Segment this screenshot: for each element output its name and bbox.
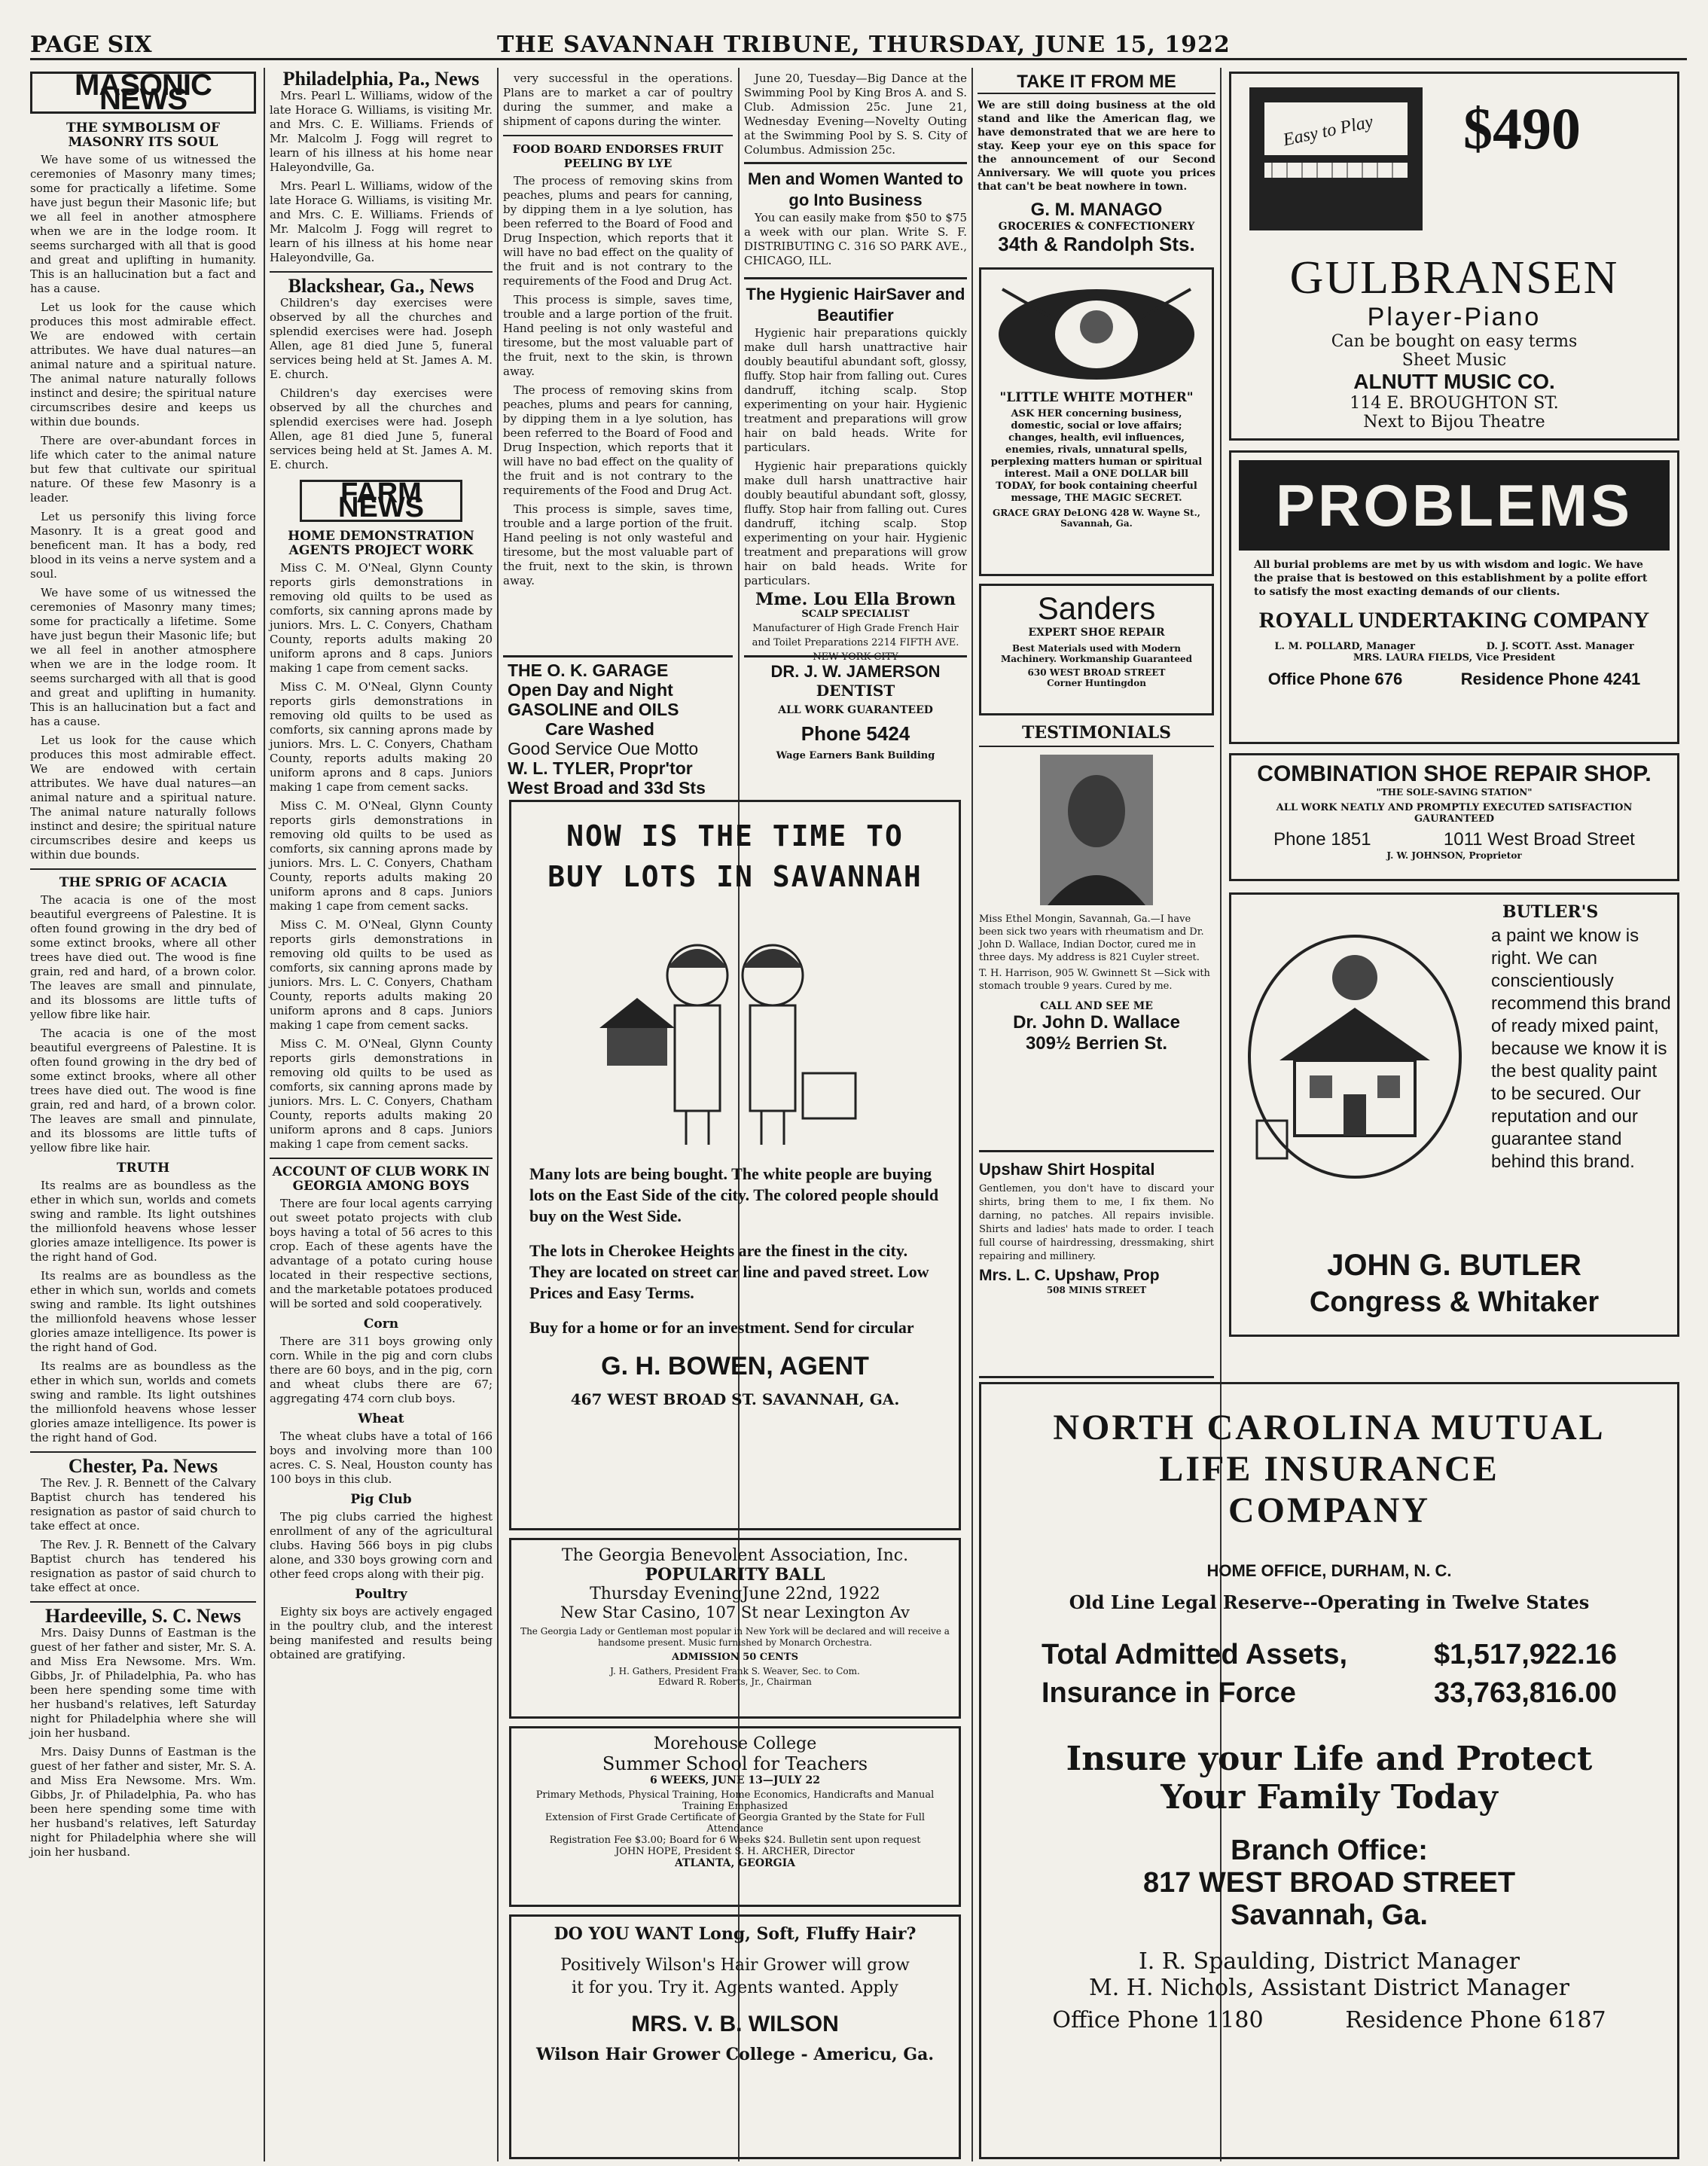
ncm-assistant-manager: M. H. Nichols, Assistant District Manager bbox=[1089, 1975, 1569, 2001]
lots-title: NOW IS THE TIME TO BUY LOTS IN SAVANNAH bbox=[547, 819, 923, 893]
combo-proprietor: J. W. JOHNSON, Proprietor bbox=[1386, 850, 1522, 861]
article-heading: Chester, Pa. News bbox=[68, 1455, 218, 1477]
paragraph: June 20, Tuesday—Big Dance at the Swimming Pool by King Bros A. and S. Club. Admission 25c. June 21, Wednesday Evening—Novelty Outing at the Swimming Pool by S. S. City of Columbus. Admission 25c. bbox=[744, 72, 967, 157]
butler-head: BUTLER'S bbox=[1502, 902, 1599, 922]
article-heading: THE SYMBOLISM OF MASONRY ITS SOUL bbox=[66, 121, 221, 150]
paragraph: Mrs. Daisy Dunns of Eastman is the guest of her father and sister, Mr. S. A. and Miss Era Newsome. Mrs. Wm. Gibbs, Jr. of Philadelphia, Pa. who has been here spending some time with her husband's relatives, left Saturday night for Philadelphia where she will join her husband. bbox=[30, 1626, 256, 1740]
ball-admission: ADMISSION 50 CENTS bbox=[672, 1652, 798, 1663]
article-heading: Hardeeville, S. C. News bbox=[45, 1605, 241, 1627]
piano-price: $490 bbox=[1463, 96, 1581, 161]
testimonials-call: CALL AND SEE ME bbox=[1040, 1000, 1153, 1012]
paragraph: Let us look for the cause which produces this most admirable effect. We are endowed with certain attributes. We have dual natures—an animal nature and a spiritual nature. The animal nature naturally follows instinct and desire; the spiritual nature circumscribes desire and keeps us within due bounds. bbox=[30, 734, 256, 862]
royall-body: All burial problems are met by us with wisdom and logic. We have the praise that is bestowed on this establishment by a polite effort to satisfy the most exacting demands of our clients. bbox=[1254, 559, 1648, 598]
ball-date: Thursday EveningJune 22nd, 1922 bbox=[590, 1585, 880, 1603]
garage-line: GASOLINE and OILS bbox=[508, 700, 679, 719]
piano-terms: Can be bought on easy terms bbox=[1331, 332, 1578, 351]
sanders-ad bbox=[979, 584, 1214, 715]
subheading: Wheat bbox=[358, 1411, 404, 1426]
paragraph: The wheat clubs have a total of 166 boys and involving more than 100 acres. C. S. Neal, Houston county has 100 boys in this club. bbox=[270, 1429, 493, 1486]
paragraph: Let us personify this living force Masonry. It is a great good and beneficent man. It has a body, red blood in its veins a nerve system and a soul. bbox=[30, 510, 256, 581]
morehouse-title: Summer School for Teachers bbox=[602, 1753, 868, 1774]
wilson-body: Positively Wilson's Hair Grower will grow it for you. Try it. Agents wanted. Apply bbox=[560, 1956, 910, 1997]
divider bbox=[503, 135, 733, 136]
ncm-slogan-1: Insure your Life and Protect bbox=[1066, 1740, 1593, 1778]
ncm-phones bbox=[1011, 2007, 1647, 2033]
morehouse-fees: Registration Fee $3.00; Board for 6 Weeks $24. Bulletin sent upon request bbox=[549, 1835, 921, 1846]
column-divider bbox=[497, 68, 499, 2161]
sanders-title: Sanders bbox=[1037, 590, 1156, 626]
manago-title: TAKE IT FROM ME bbox=[978, 72, 1215, 94]
testimonial-2: T. H. Harrison, 905 W. Gwinnett St —Sick with stomach trouble 9 years. Cured by me. bbox=[979, 968, 1210, 992]
manago-body: We are still doing business at the old stand and like the American flag, we have demonstrated that we are here to stay. Keep your eye on this space for the announcement of our Second Anniversary. We will quote you prices that can't be beat nowhere in town. bbox=[978, 99, 1215, 193]
piano-ad bbox=[1229, 72, 1679, 441]
garage-line: Care Washed bbox=[545, 719, 654, 739]
combo-title: COMBINATION SHOE REPAIR SHOP. bbox=[1257, 761, 1652, 786]
piano-model: Player-Piano bbox=[1367, 303, 1542, 331]
butler-address: Congress & Whitaker bbox=[1309, 1286, 1600, 1318]
ad-address: Manufacturer of High Grade French Hair and Toilet Preparations 2214 FIFTH AVE. NEW YORK CITY bbox=[752, 623, 959, 663]
paragraph: The process of removing skins from peaches, plums and pears for canning, by dipping them in a lye solution, has been referred to the Board of Food and Drug Inspection, which reports that it will have no bad effect on the quality of the fruit and is not contrary to the requirements of the Food and Drug Act. bbox=[503, 383, 733, 497]
wilson-college: Wilson Hair Grower College - Americu, Ga. bbox=[535, 2045, 935, 2064]
section-title: FARM NEWS bbox=[338, 477, 424, 523]
subheading: Corn bbox=[363, 1316, 399, 1332]
paragraph: Children's day exercises were observed by all the churches and splendid exercises were had. Joseph Allen, age 81 died June 5, funeral services being held at St. James A. M. E. church. bbox=[270, 386, 493, 471]
butler-name: JOHN G. BUTLER bbox=[1327, 1249, 1581, 1282]
piano-sheet: Sheet Music bbox=[1401, 351, 1507, 370]
ncm-manager: I. R. Spaulding, District Manager bbox=[1138, 1948, 1520, 1975]
ad-title: The Hygienic HairSaver and Beautifier bbox=[746, 285, 965, 325]
paragraph: Mrs. Pearl L. Williams, widow of the late Horace G. Williams, is visiting Mr. and Mrs. C. E. Williams. Friends of Mr. Malcolm J. Fogg will regret to learn of his illness at his home near Haleyondville, Ga. bbox=[270, 89, 493, 174]
butler-body: a paint we know is right. We can conscientiously recommend this brand of ready mixed paint, because we know it is the best quality paint to be secured. Our reputation and our guarantee stand behind this brand. bbox=[1491, 926, 1671, 1172]
divider bbox=[270, 1158, 493, 1159]
portrait-photo bbox=[1040, 755, 1153, 905]
doctor-name: Dr. John D. Wallace bbox=[1013, 1012, 1180, 1033]
paragraph: Mrs. Pearl L. Williams, widow of the late Horace G. Williams, is visiting Mr. and Mrs. C. E. Williams. Friends of Mr. Malcolm J. Fogg will regret to learn of his illness at his home near Haleyondville, Ga. bbox=[270, 179, 493, 264]
divider bbox=[30, 1451, 256, 1453]
piano-tagline: Easy to Play bbox=[1281, 111, 1375, 151]
manago-ad bbox=[978, 72, 1215, 260]
royall-vp: MRS. LAURA FIELDS, Vice President bbox=[1353, 652, 1556, 664]
ncm-title-2: LIFE INSURANCE bbox=[1159, 1449, 1499, 1489]
paragraph: There are four local agents carrying out sweet potato projects with club boys having a total of 56 acres to this crop. Each of these agents have the advantage of a potato curing house located in their respective sections, and the marketable potatoes produced will be sorted and sold cooperatively. bbox=[270, 1197, 493, 1310]
house-illustration bbox=[1242, 932, 1468, 1181]
ncm-branch: Branch Office: bbox=[1231, 1835, 1428, 1866]
piano-brand: GULBRANSEN bbox=[1289, 252, 1619, 304]
office-phone: Office Phone 676 bbox=[1267, 670, 1403, 688]
piano-address: 114 E. BROUGHTON ST. bbox=[1350, 394, 1559, 413]
sanders-address: 630 WEST BROAD STREET bbox=[1027, 667, 1166, 678]
butler-ad bbox=[1229, 892, 1679, 1337]
ncm-title-3: COMPANY bbox=[1228, 1490, 1431, 1530]
paragraph: The Rev. J. R. Bennett of the Calvary Baptist church has tendered his resignation as pastor of said church to take effect at once. bbox=[30, 1476, 256, 1533]
combo-address: 1011 West Broad Street bbox=[1443, 829, 1635, 850]
upshaw-title: Upshaw Shirt Hospital bbox=[979, 1160, 1155, 1179]
dentist-phone: Phone 5424 bbox=[801, 722, 910, 745]
news-column-4 bbox=[744, 72, 967, 663]
upshaw-ad bbox=[979, 1160, 1214, 1378]
paragraph: Miss C. M. O'Neal, Glynn County reports girls demonstrations in removing old quilts to be used as comforts, six canning aprons made by juniors. Mrs. L. C. Conyers, Chatham County, reports adults making 20 uniform aprons and 8 caps. Juniors making 1 cape from cement sacks. bbox=[270, 1037, 493, 1151]
article-heading: ACCOUNT OF CLUB WORK IN GEORGIA AMONG BOYS bbox=[272, 1164, 490, 1194]
ad-body: Hygienic hair preparations quickly make dull harsh unattractive hair doubly beautiful abundant soft, glossy, fluffy. Stop hair from falling out. Cures dandruff, itching scalp. Stop experimenting on your hair. Hygienic treatment and preparations will grow hair on bald heads. Write for particulars. bbox=[744, 459, 967, 587]
ad-name: Mme. Lou Ella Brown bbox=[755, 590, 956, 609]
subheading: Poultry bbox=[355, 1587, 407, 1602]
morehouse-ad bbox=[509, 1726, 961, 1907]
paragraph: The lots in Cherokee Heights are the finest in the city. They are located on street car line and paved street. Low Prices and Easy Terms. bbox=[529, 1241, 929, 1302]
ncm-title-1: NORTH CAROLINA MUTUAL bbox=[1053, 1408, 1606, 1448]
paragraph: Its realms are as boundless as the ether in which sun, worlds and comets swing and ramble. Its light outshines the millionfold heavens whose lesser glories amaze intelligence. Its power is the right hand of God. bbox=[30, 1179, 256, 1264]
testimonials-title: TESTIMONIALS bbox=[979, 723, 1214, 747]
sunburst-illustration bbox=[987, 274, 1206, 387]
business-ad bbox=[744, 162, 967, 279]
masthead: THE SAVANNAH TRIBUNE, THURSDAY, JUNE 15, 1922 bbox=[497, 32, 1231, 58]
paragraph: Many lots are being bought. The white people are buying lots on the East Side of the city. The colored people should buy on the West Side. bbox=[529, 1164, 939, 1225]
morehouse-city: ATLANTA, GEORGIA bbox=[674, 1857, 796, 1869]
paragraph: This process is simple, saves time, trouble and a large portion of the fruit. Hand peeling is not only wasteful and tiresome, but the most valuable part of the fruit, next to the skin, is thrown away. bbox=[503, 293, 733, 378]
column-divider bbox=[971, 68, 973, 2161]
article-heading: HOME DEMONSTRATION AGENTS PROJECT WORK bbox=[288, 529, 474, 558]
ncm-city: Savannah, Ga. bbox=[1231, 1899, 1428, 1931]
morehouse-courses: Primary Methods, Physical Training, Home Economics, Handicrafts and Manual Training Emphasized bbox=[535, 1789, 935, 1812]
sanders-service: EXPERT SHOE REPAIR bbox=[1028, 627, 1165, 639]
residence-phone: Residence Phone 4241 bbox=[1460, 670, 1641, 688]
morehouse-extension: Extension of First Grade Certificate of Georgia Granted by the State for Full Attendance bbox=[544, 1812, 926, 1835]
dentist-name: DR. J. W. JAMERSON bbox=[770, 662, 941, 681]
paragraph: The acacia is one of the most beautiful evergreens of Palestine. It is often found growing in the dry bed of some extinct brooks, where all other trees have died out. The wood is fine grain, red and hard, of a brown color. The leaves are small and pinnulate, and its blossoms are little tufts of yellow fibre like hair. bbox=[30, 1027, 256, 1155]
upshaw-address: 508 MINIS STREET bbox=[1046, 1285, 1147, 1295]
doctor-address: 309½ Berrien St. bbox=[1025, 1033, 1168, 1054]
paragraph: This process is simple, saves time, trouble and a large portion of the fruit. Hand peeling is not only wasteful and tiresome, but the most valuable part of the fruit, next to the skin, is thrown away. bbox=[503, 502, 733, 587]
garage-ad bbox=[503, 655, 733, 798]
garage-line: Good Service Oue Motto bbox=[508, 739, 699, 758]
royall-manager: L. M. POLLARD, Manager bbox=[1274, 641, 1415, 652]
morehouse-officers: JOHN HOPE, President S. H. ARCHER, Director bbox=[615, 1846, 855, 1857]
dentist-title: DENTIST bbox=[816, 682, 895, 700]
article-heading: Blackshear, Ga., News bbox=[288, 275, 474, 297]
ncm-office-phone: Office Phone 1180 bbox=[1052, 2007, 1264, 2033]
news-column-2 bbox=[270, 68, 493, 2158]
ncm-assets-row bbox=[1042, 1639, 1617, 1671]
paragraph: We have some of us witnessed the ceremonies of Masonry many times; some for practically a lifetime. Some have just begun their Masonic life; but we all feel in another atmosphere when we are in the lodge room. It seems surcharged with all that is good and great and uplifting in humanity. This is an hallucination but a fact and has a cause. bbox=[30, 153, 256, 295]
morehouse-name: Morehouse College bbox=[653, 1734, 817, 1753]
piano-top bbox=[1237, 80, 1671, 253]
assets-label: Total Admitted Assets, bbox=[1042, 1639, 1348, 1670]
piano-landmark: Next to Bijou Theatre bbox=[1363, 413, 1545, 432]
paragraph: very successful in the operations. Plans are to market a car of poultry during the summer, and make a shipment of capons during the winter. bbox=[503, 72, 733, 128]
combo-sub: "THE SOLE-SAVING STATION" bbox=[1376, 787, 1533, 798]
paragraph: Children's day exercises were observed by all the churches and splendid exercises were had. Joseph Allen, age 81 died June 5, funeral services being held at St. James A. M. E. church. bbox=[270, 296, 493, 381]
masonic-title-box bbox=[30, 69, 256, 116]
garage-name: THE O. K. GARAGE bbox=[508, 660, 669, 680]
paragraph: Mrs. Daisy Dunns of Eastman is the guest of her father and sister, Mr. S. A. and Miss Era Newsome. Mrs. Wm. Gibbs, Jr. of Philadelphia, Pa. who has been here spending some time with her husband's relatives, left Saturday night for Philadelphia where she will join her husband. bbox=[30, 1745, 256, 1859]
ad-body: You can easily make from $50 to $75 a week with our plan. Write S. F. DISTRIBUTING C. 316 SO PARK AVE., CHICAGO, ILL. bbox=[744, 211, 967, 267]
paragraph: Let us look for the cause which produces this most admirable effect. We are endowed with certain attributes. We have dual natures—an animal nature and a spiritual nature. The animal nature naturally follows instinct and desire; the spiritual nature circumscribes desire and keeps us within due bounds. bbox=[30, 300, 256, 429]
testimonials-ad bbox=[979, 723, 1214, 1152]
wilson-headline: DO YOU WANT Long, Soft, Fluffy Hair? bbox=[554, 1924, 917, 1944]
morehouse-dates: 6 WEEKS, JUNE 13—JULY 22 bbox=[650, 1774, 820, 1786]
ball-officers: J. H. Gathers, President Frank S. Weaver, Sec. to Com. bbox=[610, 1666, 860, 1676]
mother-address: GRACE GRAY DeLONG 428 W. Wayne St., Savannah, Ga. bbox=[993, 508, 1200, 529]
ad-body: Hygienic hair preparations quickly make dull harsh unattractive hair doubly beautiful abundant soft, glossy, fluffy. Stop hair from falling out. Cures dandruff, itching scalp. Stop experimenting on your hair. Hygienic treatment and preparations will grow hair on bald heads. Write for particulars. bbox=[744, 326, 967, 454]
ncm-legal: Old Line Legal Reserve--Operating in Twelve States bbox=[1069, 1591, 1590, 1613]
combo-ad bbox=[1229, 753, 1679, 881]
testimonial-1: Miss Ethel Mongin, Savannah, Ga.—I have been sick two years with rheumatism and Dr. John D. Wallace, Indian Doctor, cured me in three days. My address is 821 Cuyler street. bbox=[979, 914, 1204, 963]
article-heading: TRUTH bbox=[116, 1161, 170, 1176]
paragraph: Buy for a home or for an investment. Send for circular bbox=[529, 1318, 914, 1337]
manago-address: 34th & Randolph Sts. bbox=[998, 233, 1195, 255]
paragraph: Miss C. M. O'Neal, Glynn County reports girls demonstrations in removing old quilts to be used as comforts, six canning aprons made by juniors. Mrs. L. C. Conyers, Chatham County, reports adults making 20 uniform aprons and 8 caps. Juniors making 1 cape from cement sacks. bbox=[270, 918, 493, 1032]
divider bbox=[30, 1601, 256, 1603]
divider bbox=[30, 868, 256, 870]
lots-body bbox=[529, 1164, 941, 1338]
upshaw-body: Gentlemen, you don't have to discard your shirts, bring them to me, I fix them. No darning, no patches. All repairs invisible. Shirts and ladies' hats made to order. I teach full course of hairdressing, dressmaking, shirt repairing and millinery. bbox=[979, 1183, 1214, 1262]
paragraph: Its realms are as boundless as the ether in which sun, worlds and comets swing and ramble. Its light outshines the millionfold heavens whose lesser glories amaze intelligence. Its power is the right hand of God. bbox=[30, 1359, 256, 1445]
paragraph: Eighty six boys are actively engaged in the poultry club, and the interest being manifested and results being obtained are gratifying. bbox=[270, 1605, 493, 1661]
paragraph: There are over-abundant forces in life which cater to the animal nature but few that cultivate our spiritual nature. Of these few Masonry is a leader. bbox=[30, 434, 256, 505]
paragraph: The process of removing skins from peaches, plums and pears for canning, by dipping them in a lye solution, has been referred to the Board of Food and Drug Inspection, which reports that it will have no bad effect on the quality of the fruit and is not contrary to the requirements of the Food and Drug Act. bbox=[503, 174, 733, 288]
dentist-ad bbox=[744, 655, 967, 791]
mother-body: ASK HER concerning business, domestic, social or love affairs; changes, health, evil influences, enemies, rivals, unnatural spells, perplexing matters human or spiritual interest. Mail a ONE DOLLAR bill TODAY, for book containing cheerful message, THE MAGIC SECRET. bbox=[990, 408, 1203, 504]
dentist-guarantee: ALL WORK GUARANTEED bbox=[778, 704, 933, 716]
wilson-name: MRS. V. B. WILSON bbox=[631, 2012, 839, 2036]
royall-banner: PROBLEMS bbox=[1239, 460, 1670, 551]
paragraph: We have some of us witnessed the ceremonies of Masonry many times; some for practically a lifetime. Some have just begun their Masonic life; but we all feel in another atmosphere when we are in the lodge room. It seems surcharged with all that is good and great and uplifting in humanity. This is an hallucination but a fact and has a cause. bbox=[30, 586, 256, 728]
paragraph: Miss C. M. O'Neal, Glynn County reports girls demonstrations in removing old quilts to be used as comforts, six canning aprons made by juniors. Mrs. L. C. Conyers, Chatham County, reports adults making 20 uniform aprons and 8 caps. Juniors making 1 cape from cement sacks. bbox=[270, 799, 493, 913]
combo-contact bbox=[1237, 829, 1671, 850]
paragraph: Miss C. M. O'Neal, Glynn County reports girls demonstrations in removing old quilts to be used as comforts, six canning aprons made by juniors. Mrs. L. C. Conyers, Chatham County, reports adults making 20 uniform aprons and 8 caps. Juniors making 1 cape from cement sacks. bbox=[270, 680, 493, 794]
combo-phone: Phone 1851 bbox=[1273, 829, 1371, 850]
lots-ad bbox=[509, 800, 961, 1530]
mother-ad bbox=[979, 267, 1214, 576]
divider bbox=[270, 271, 493, 273]
lots-agent: G. H. BOWEN, AGENT bbox=[601, 1352, 869, 1380]
piano-illustration bbox=[1242, 80, 1430, 246]
article-heading: FOOD BOARD ENDORSES FRUIT PEELING BY LYE bbox=[512, 142, 724, 170]
article-heading: Philadelphia, Pa., News bbox=[282, 68, 480, 90]
masonic-column bbox=[30, 69, 256, 2158]
garage-address: West Broad and 33d Sts bbox=[508, 778, 706, 798]
royall-phones bbox=[1239, 670, 1670, 689]
article-heading: THE SPRIG OF ACACIA bbox=[59, 875, 227, 890]
paragraph: The acacia is one of the most beautiful evergreens of Palestine. It is often found growing in the dry bed of some extinct brooks, where all other trees have died out. The wood is fine grain, red and hard, of a brown color. The leaves are small and pinnulate, and its blossoms are little tufts of yellow fibre like hair. bbox=[30, 893, 256, 1021]
farm-news-title-box bbox=[300, 477, 462, 523]
mother-title: "LITTLE WHITE MOTHER" bbox=[999, 390, 1194, 405]
page-number: PAGE SIX bbox=[30, 32, 152, 58]
sanders-corner: Corner Huntingdon bbox=[1047, 678, 1146, 688]
assets-value: $1,517,922.16 bbox=[1433, 1639, 1617, 1670]
royall-managers bbox=[1239, 641, 1670, 652]
wilson-ad bbox=[509, 1914, 961, 2159]
royall-ad bbox=[1229, 450, 1679, 744]
column-divider bbox=[264, 68, 265, 2161]
children-illustration bbox=[554, 908, 916, 1156]
paragraph: The pig clubs carried the highest enrollment of any of the agricultural clubs. Having 566 boys in pig clubs alone, and 330 boys growing corn and other feed crops along with their pig. bbox=[270, 1510, 493, 1581]
lots-address: 467 WEST BROAD ST. SAVANNAH, GA. bbox=[570, 1390, 900, 1408]
subheading: Pig Club bbox=[350, 1492, 412, 1507]
royall-name: ROYALL UNDERTAKING COMPANY bbox=[1258, 608, 1650, 633]
ball-chairman: Edward R. Roberts, Jr., Chairman bbox=[658, 1676, 812, 1687]
ball-title: POPULARITY BALL bbox=[645, 1565, 825, 1585]
manago-sub: GROCERIES & CONFECTIONERY bbox=[998, 221, 1195, 233]
force-label: Insurance in Force bbox=[1042, 1677, 1296, 1709]
page-header bbox=[30, 30, 1687, 60]
ad-title: Men and Women Wanted to go Into Business bbox=[748, 169, 963, 209]
paragraph: The Rev. J. R. Bennett of the Calvary Baptist church has tendered his resignation as pastor of said church to take effect at once. bbox=[30, 1538, 256, 1594]
garage-owner: W. L. TYLER, Propr'tor bbox=[508, 758, 693, 778]
piano-store: ALNUTT MUSIC CO. bbox=[1353, 370, 1555, 393]
garage-hours: Open Day and Night bbox=[508, 680, 673, 700]
combo-guarantee: ALL WORK NEATLY AND PROMPTLY EXECUTED SATISFACTION GAURANTEED bbox=[1276, 802, 1633, 825]
force-value: 33,763,816.00 bbox=[1433, 1677, 1617, 1709]
section-title: MASONIC NEWS bbox=[75, 69, 212, 116]
royall-assistant: D. J. SCOTT. Asst. Manager bbox=[1486, 641, 1634, 652]
ball-ad bbox=[509, 1538, 961, 1719]
ncm-ad bbox=[979, 1382, 1679, 2159]
ncm-home-office: HOME OFFICE, DURHAM, N. C. bbox=[1206, 1561, 1452, 1580]
ncm-force-row bbox=[1042, 1677, 1617, 1710]
ball-venue: New Star Casino, 107 St near Lexington Av bbox=[560, 1603, 910, 1621]
paragraph: There are 311 boys growing only corn. While in the pig and corn clubs there are 60 boys, and in the pig, corn and wheat clubs there are 67; aggregating 474 corn club boys. bbox=[270, 1335, 493, 1405]
sanders-materials: Best Materials used with Modern Machinery. Workmanship Guaranteed bbox=[1001, 643, 1192, 664]
ncm-residence-phone: Residence Phone 6187 bbox=[1345, 2007, 1606, 2033]
paragraph: Miss C. M. O'Neal, Glynn County reports girls demonstrations in removing old quilts to be used as comforts, six canning aprons made by juniors. Mrs. L. C. Conyers, Chatham County, reports adults making 20 uniform aprons and 8 caps. Juniors making 1 cape from cement sacks. bbox=[270, 561, 493, 675]
paragraph: Its realms are as boundless as the ether in which sun, worlds and comets swing and ramble. Its light outshines the millionfold heavens whose lesser glories amaze intelligence. Its power is the right hand of God. bbox=[30, 1269, 256, 1354]
dentist-address: Wage Earners Bank Building bbox=[776, 750, 935, 761]
ncm-slogan-2: Your Family Today bbox=[1161, 1778, 1498, 1817]
manago-name: G. M. MANAGO bbox=[1030, 200, 1163, 220]
ball-org: The Georgia Benevolent Association, Inc. bbox=[561, 1546, 909, 1565]
news-column-3 bbox=[503, 72, 733, 644]
upshaw-owner: Mrs. L. C. Upshaw, Prop bbox=[979, 1267, 1160, 1284]
ad-subtitle: SCALP SPECIALIST bbox=[801, 609, 910, 620]
ncm-street: 817 WEST BROAD STREET bbox=[1142, 1867, 1516, 1899]
ball-description: The Georgia Lady or Gentleman most popular in New York will be declared and will receive a handsome present. Music furnished by Monarch Orchestra. bbox=[520, 1626, 950, 1648]
